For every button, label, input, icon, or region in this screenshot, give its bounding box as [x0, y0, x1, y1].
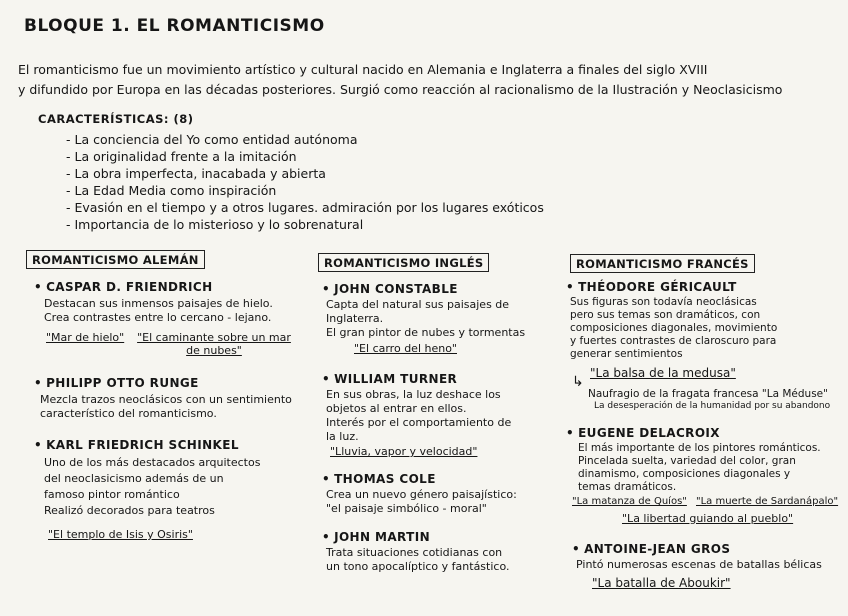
artist-name: • ANTOINE-JEAN GROS — [572, 542, 731, 556]
artwork-title: "Lluvia, vapor y velocidad" — [330, 445, 478, 458]
artist-desc: Capta del natural sus paisajes de Inglaterra. El gran pintor de nubes y tormentas — [326, 298, 526, 339]
characteristics-title: CARACTERÍSTICAS: (8) — [38, 112, 194, 126]
bullet-icon: • — [322, 282, 331, 296]
artwork-title: "La muerte de Sardanápalo" — [696, 496, 839, 507]
bullet-icon: • — [322, 472, 331, 486]
bullet-icon: • — [34, 376, 43, 390]
artwork-note: Naufragio de la fragata francesa "La Méduse" — [588, 388, 828, 400]
artist-desc: Sus figuras son todavía neoclásicas pero sus temas son dramáticos, con composiciones diagonales, movimiento y fuertes contrastes de claroscuro para generar sentimientos — [570, 296, 778, 360]
intro-line-2: y difundido por Europa en las décadas posteriores. Surgió como reacción al racionalismo de la Ilustración y Neoclasicismo — [18, 82, 783, 97]
artist-desc: Destacan sus inmensos paisajes de hielo. Crea contrastes entre lo cercano - lejano. — [44, 297, 273, 324]
bullet-icon: • — [322, 372, 331, 386]
characteristic-item: - La Edad Media como inspiración — [66, 183, 277, 198]
artist-desc: Trata situaciones cotidianas con un tono apocalíptico y fantástico. — [326, 546, 510, 573]
bullet-icon: • — [566, 280, 575, 294]
section-header-frances: ROMANTICISMO FRANCÉS — [570, 254, 755, 273]
section-header-aleman: ROMANTICISMO ALEMÁN — [26, 250, 205, 269]
artist-desc: Pintó numerosas escenas de batallas bélicas — [576, 558, 822, 571]
characteristic-item: - Importancia de lo misterioso y lo sobrenatural — [66, 217, 364, 232]
artist-name: • KARL FRIEDRICH SCHINKEL — [34, 438, 239, 452]
characteristic-item: - Evasión en el tiempo y a otros lugares. admiración por los lugares exóticos — [66, 200, 544, 215]
artwork-title: "El caminante sobre un mar de nubes" — [137, 331, 291, 357]
bullet-icon: • — [34, 438, 43, 452]
bullet-icon: • — [34, 280, 43, 294]
bullet-icon: • — [572, 542, 581, 556]
section-header-ingles: ROMANTICISMO INGLÉS — [318, 253, 489, 272]
artist-name: • JOHN MARTIN — [322, 530, 431, 544]
artwork-title: "Mar de hielo" — [46, 331, 125, 344]
characteristic-item: - La originalidad frente a la imitación — [66, 149, 297, 164]
characteristic-item: - La conciencia del Yo como entidad autónoma — [66, 132, 358, 147]
page-title: BLOQUE 1. EL ROMANTICISMO — [24, 16, 325, 36]
artist-name: • WILLIAM TURNER — [322, 372, 458, 386]
artist-name: • THOMAS COLE — [322, 472, 436, 486]
artwork-title: "La batalla de Aboukir" — [592, 576, 731, 590]
artist-desc: En sus obras, la luz deshace los objetos al entrar en ellos. Interés por el comportamiento de la luz. — [326, 388, 512, 443]
artist-name: • CASPAR D. FRIENDRICH — [34, 280, 213, 294]
bullet-icon: • — [322, 530, 331, 544]
artwork-note: La desesperación de la humanidad por su abandono — [594, 401, 831, 411]
artist-name: • PHILIPP OTTO RUNGE — [34, 376, 199, 390]
artist-name: • JOHN CONSTABLE — [322, 282, 458, 296]
artwork-title: "La libertad guiando al pueblo" — [622, 512, 794, 525]
artwork-title: "La balsa de la medusa" — [590, 366, 736, 380]
artist-desc: Crea un nuevo género paisajístico: "el paisaje simbólico - moral" — [326, 488, 517, 515]
artist-desc: Mezcla trazos neoclásicos con un sentimiento característico del romanticismo. — [40, 393, 292, 420]
intro-line-1: El romanticismo fue un movimiento artístico y cultural nacido en Alemania e Inglaterra a finales del siglo XVIII — [18, 62, 708, 77]
artist-name: • EUGENE DELACROIX — [566, 426, 720, 440]
bullet-icon: • — [566, 426, 575, 440]
curved-arrow-icon: ↳ — [572, 374, 584, 390]
artist-desc: El más importante de los pintores románticos. Pincelada suelta, variedad del color, gran dinamismo, composiciones diagonales y temas dramáticos. — [578, 442, 821, 493]
characteristic-item: - La obra imperfecta, inacabada y abierta — [66, 166, 326, 181]
artist-desc: Uno de los más destacados arquitectos del neoclasicismo además de un famoso pintor romántico Realizó decorados para teatros — [44, 456, 261, 517]
artist-name: • THÉODORE GÉRICAULT — [566, 280, 737, 294]
artwork-title: "El templo de Isis y Osiris" — [48, 528, 193, 541]
artwork-title: "La matanza de Quíos" — [572, 496, 687, 507]
artwork-title: "El carro del heno" — [354, 342, 457, 355]
